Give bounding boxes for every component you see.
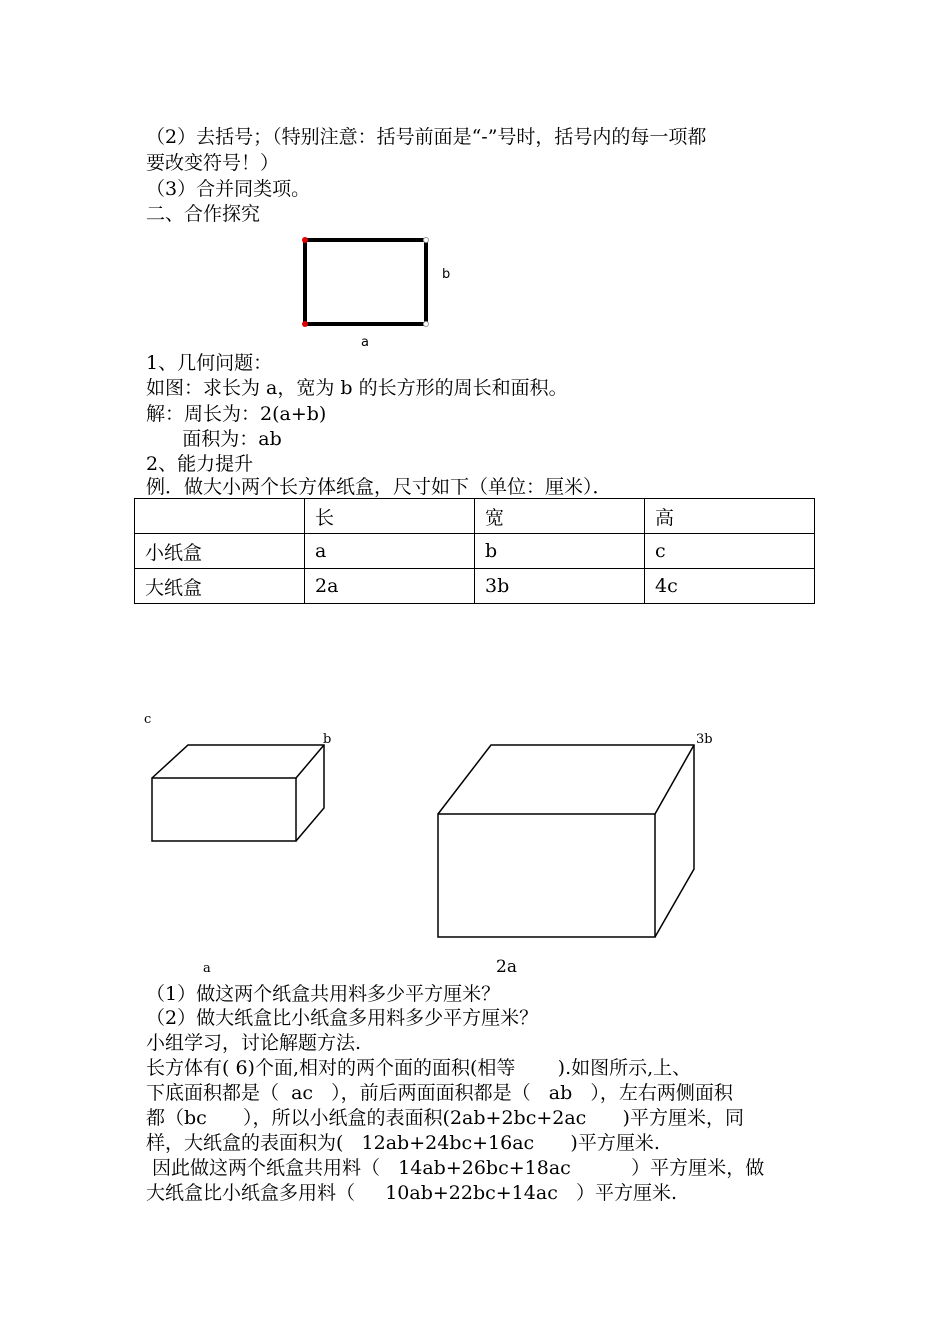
text-line-15: 下底面积都是（ ac ），前后两面面积都是（ ab ），左右两侧面积 — [146, 1082, 733, 1104]
table-cell: a — [305, 534, 475, 569]
text-line-3: （3）合并同类项。 — [146, 178, 311, 200]
text-line-16: 都（bc ），所以小纸盒的表面积(2ab+2bc+2ac )平方厘米，同 — [146, 1107, 744, 1129]
text-line-9: 2、能力提升 — [146, 453, 254, 475]
table-cell: b — [475, 534, 645, 569]
large-box-a-label: 2a — [496, 957, 517, 977]
table-cell: 4c — [645, 569, 815, 604]
table-row — [135, 569, 815, 604]
section-heading: 二、合作探究 — [146, 203, 261, 225]
table-cell: 大纸盒 — [135, 569, 305, 604]
text-line-18: 因此做这两个纸盒共用料（ 14ab+26bc+18ac ）平方厘米，做 — [146, 1157, 765, 1179]
table-cell: 2a — [305, 569, 475, 604]
table-cell: 高 — [645, 499, 815, 534]
rectangle-figure — [302, 237, 429, 327]
large-box-figure — [438, 745, 694, 937]
text-line-5: 1、几何问题： — [146, 352, 273, 374]
table-cell: 小纸盒 — [135, 534, 305, 569]
text-line-11: （1）做这两个纸盒共用料多少平方厘米？ — [146, 983, 501, 1005]
dimensions-table — [134, 498, 815, 604]
small-box-b-label: b — [323, 732, 332, 747]
text-line-8: 面积为：ab — [146, 428, 282, 450]
rect-bottom-label: a — [361, 335, 369, 350]
text-line-12: （2）做大纸盒比小纸盒多用料多少平方厘米？ — [146, 1007, 539, 1029]
small-box-figure — [152, 745, 324, 841]
text-line-17: 样，大纸盒的表面积为( 12ab+24bc+16ac )平方厘米. — [146, 1132, 660, 1154]
table-cell: c — [645, 534, 815, 569]
text-line-14: 长方体有( 6)个面,相对的两个面的面积(相等 ).如图所示,上、 — [146, 1057, 692, 1079]
text-line-1: （2）去括号；（特别注意：括号前面是“-”号时，括号内的每一项都 — [146, 126, 707, 148]
table-header-row — [135, 499, 815, 534]
table-cell: 长 — [305, 499, 475, 534]
text-line-10: 例．做大小两个长方体纸盒，尺寸如下（单位：厘米）． — [146, 476, 612, 498]
large-box-b-label: 3b — [696, 732, 713, 747]
text-line-13: 小组学习，讨论解题方法. — [146, 1032, 362, 1054]
table-row — [135, 534, 815, 569]
table-cell: 3b — [475, 569, 645, 604]
rect-side-label: b — [442, 267, 451, 282]
small-box-a-label: a — [203, 961, 211, 976]
text-line-19: 大纸盒比小纸盒多用料（ 10ab+22bc+14ac ）平方厘米. — [146, 1182, 677, 1204]
table-cell — [135, 499, 305, 534]
small-box-c-label: c — [144, 712, 152, 727]
text-line-7: 解：周长为：2(a+b) — [146, 403, 327, 425]
text-line-2: 要改变符号！） — [146, 152, 280, 174]
text-line-6: 如图：求长为 a，宽为 b 的长方形的周长和面积。 — [146, 377, 568, 399]
table-cell: 宽 — [475, 499, 645, 534]
